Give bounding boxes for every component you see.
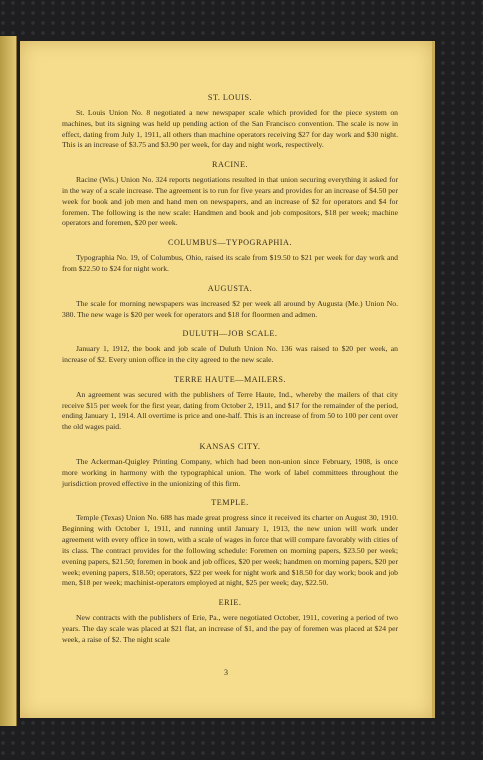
heading-duluth: DULUTH—JOB SCALE.	[182, 329, 278, 339]
heading-erie: ERIE.	[218, 598, 242, 608]
paragraph-st-louis: St. Louis Union No. 8 negotiated a new newspaper scale which provided for the piece system on machines, but its signing was held up pending action of the San Francisco convention. The scale is now in effect, dating from July 1, 1911, all others than machine operators receiving $27 for day work and $30 night. This is an increase of $3.75 and $3.90 per week, for day and night work, respectively.	[62, 107, 398, 150]
heading-augusta: AUGUSTA.	[207, 283, 253, 293]
paragraph-kansas-city: The Ackerman-Quigley Printing Company, which had been non-union since February, 1908, is once more working in harmony with the typographical union. The work of label committees throughout the jurisdiction proved effective in the unionizing of this firm.	[62, 456, 398, 488]
heading-terre-haute: TERRE HAUTE—MAILERS.	[174, 374, 286, 384]
heading-racine: RACINE.	[211, 160, 249, 170]
heading-temple: TEMPLE.	[211, 498, 249, 508]
paragraph-erie: New contracts with the publishers of Erie, Pa., were negotiated October, 1911, covering a period of two years. The day scale was placed at $21 flat, an increase of $1, and the pay of foremen was placed at $24 per week, a raise of $2. The night scale	[62, 613, 398, 644]
heading-kansas-city: KANSAS CITY.	[199, 442, 261, 452]
heading-columbus: COLUMBUS—TYPOGRAPHIA.	[167, 238, 292, 248]
paragraph-columbus: Typographia No. 19, of Columbus, Ohio, raised its scale from $19.50 to $21 per week for day work and from $22.50 to $24 for night work.	[62, 253, 398, 273]
document-page	[20, 41, 435, 718]
paragraph-duluth: January 1, 1912, the book and job scale of Duluth Union No. 136 was raised to $20 per week, an increase of $2. Every union office in the city agreed to the new scale.	[62, 344, 398, 365]
paragraph-racine: Racine (Wis.) Union No. 324 reports negotiations resulted in that union securing everything it asked for in the way of a scale increase. The agreement is to run for five years and provides for an increase of $4.50 per week for book and job men and hand men on newspapers, and an increase of $2 for operators and $4 for foremen. The following is the new scale: Handmen and book and job compositors, $18 per week; machine operators and foremen, $20 per week.	[62, 175, 398, 228]
left-page-edge	[0, 36, 17, 726]
paragraph-augusta: The scale for morning newspapers was increased $2 per week all around by Augusta (Me.) Union No. 380. The new wage is $20 per week for operators and $18 for floormen and admen.	[62, 298, 398, 319]
page-text	[62, 93, 398, 655]
paragraph-temple: Temple (Texas) Union No. 688 has made great progress since it received its charter on August 30, 1910. Beginning with October 1, 1911, and running until January 1, 1913, the new union will work under agreement with every office in town, with a scale of wages in force that will compare favorably with cities of its class. The contract provides for the following schedule: Foremen on morning papers, $23.50 per week; evening papers, $21.50; foremen in book and job offices, $20 per week; handmen on morning papers, $20 per week; evening papers, $18.50; operators, $22 per week for night work and $18.50 for day work; book and job men, $18 per week; machinist-operators employed at night, $25 per week; day, $22.50.	[62, 513, 398, 588]
heading-st-louis: ST. LOUIS.	[207, 93, 253, 102]
paragraph-terre-haute: An agreement was secured with the publishers of Terre Haute, Ind., whereby the mailers of that city receive $15 per week for the first year, dating from October 2, 1911, and $17 for the remainder of the period, ending January 1, 1914. All overtime is price and one-half. This is an increase of from 50 to 100 per cent over the old wages paid.	[62, 389, 398, 432]
page-number: 3	[224, 668, 228, 677]
